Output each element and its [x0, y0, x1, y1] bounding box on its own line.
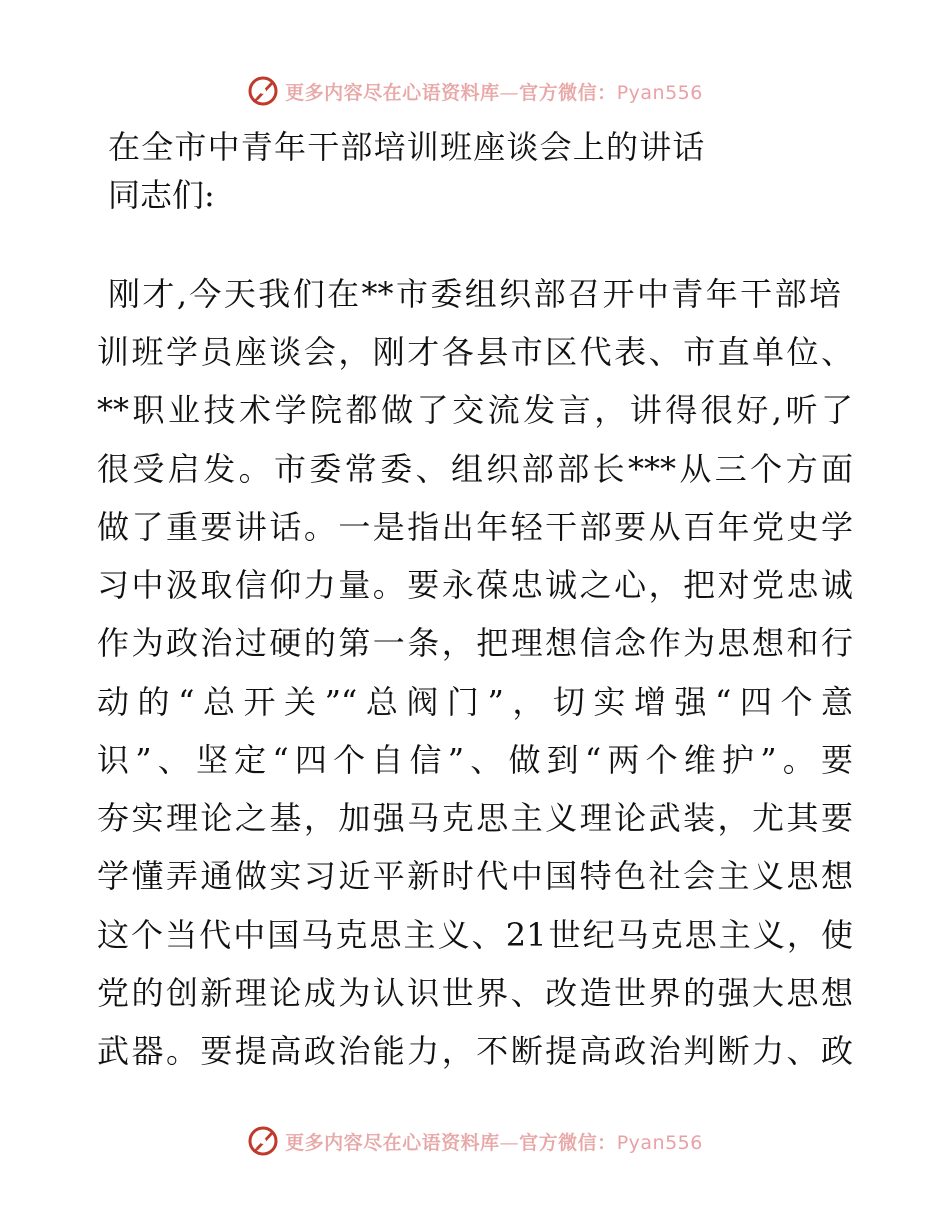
- body-line: 动的“总开关”“总阀门”，切实增强“四个意: [97, 683, 853, 721]
- body-line: 党的创新理论成为认识世界、改造世界的强大思想: [97, 974, 853, 1012]
- footer-watermark: [0, 1121, 950, 1161]
- document-title: 在全市中青年干部培训班座谈会上的讲话: [108, 128, 706, 166]
- body-line: 识”、坚定“四个自信”、做到“两个维护”。要: [97, 741, 853, 779]
- body-line: 作为政治过硬的第一条，把理想信念作为思想和行: [97, 624, 853, 662]
- body-line: 刚才,今天我们在**市委组织部召开中青年干部培: [108, 275, 841, 313]
- body-line: 做了重要讲话。一是指出年轻干部要从百年党史学: [97, 508, 853, 546]
- body-line: 这个当代中国马克思主义、21世纪马克思主义，使: [97, 916, 853, 954]
- salutation: 同志们:: [108, 176, 215, 214]
- body-line: 学懂弄通做实习近平新时代中国特色社会主义思想: [97, 857, 853, 895]
- body-line: 很受启发。市委常委、组织部部长***从三个方面: [97, 450, 853, 488]
- header-watermark: [0, 71, 950, 111]
- body-line: **职业技术学院都做了交流发言，讲得很好,听了: [97, 391, 853, 429]
- body-line: 训班学员座谈会，刚才各县市区代表、市直单位、: [97, 333, 853, 371]
- watermark-text: 更多内容尽在心语资料库—官方微信：Pyan556: [285, 1131, 703, 1154]
- body-line: 武器。要提高政治能力，不断提高政治判断力、政: [97, 1032, 853, 1070]
- body-line: 习中汲取信仰力量。要永葆忠诚之心，把对党忠诚: [97, 566, 853, 604]
- quill-pen-logo-icon: [247, 75, 279, 107]
- body-line: 夯实理论之基，加强马克思主义理论武装，尤其要: [97, 799, 853, 837]
- quill-pen-logo-icon: [247, 1125, 279, 1157]
- watermark-text: 更多内容尽在心语资料库—官方微信：Pyan556: [285, 81, 703, 104]
